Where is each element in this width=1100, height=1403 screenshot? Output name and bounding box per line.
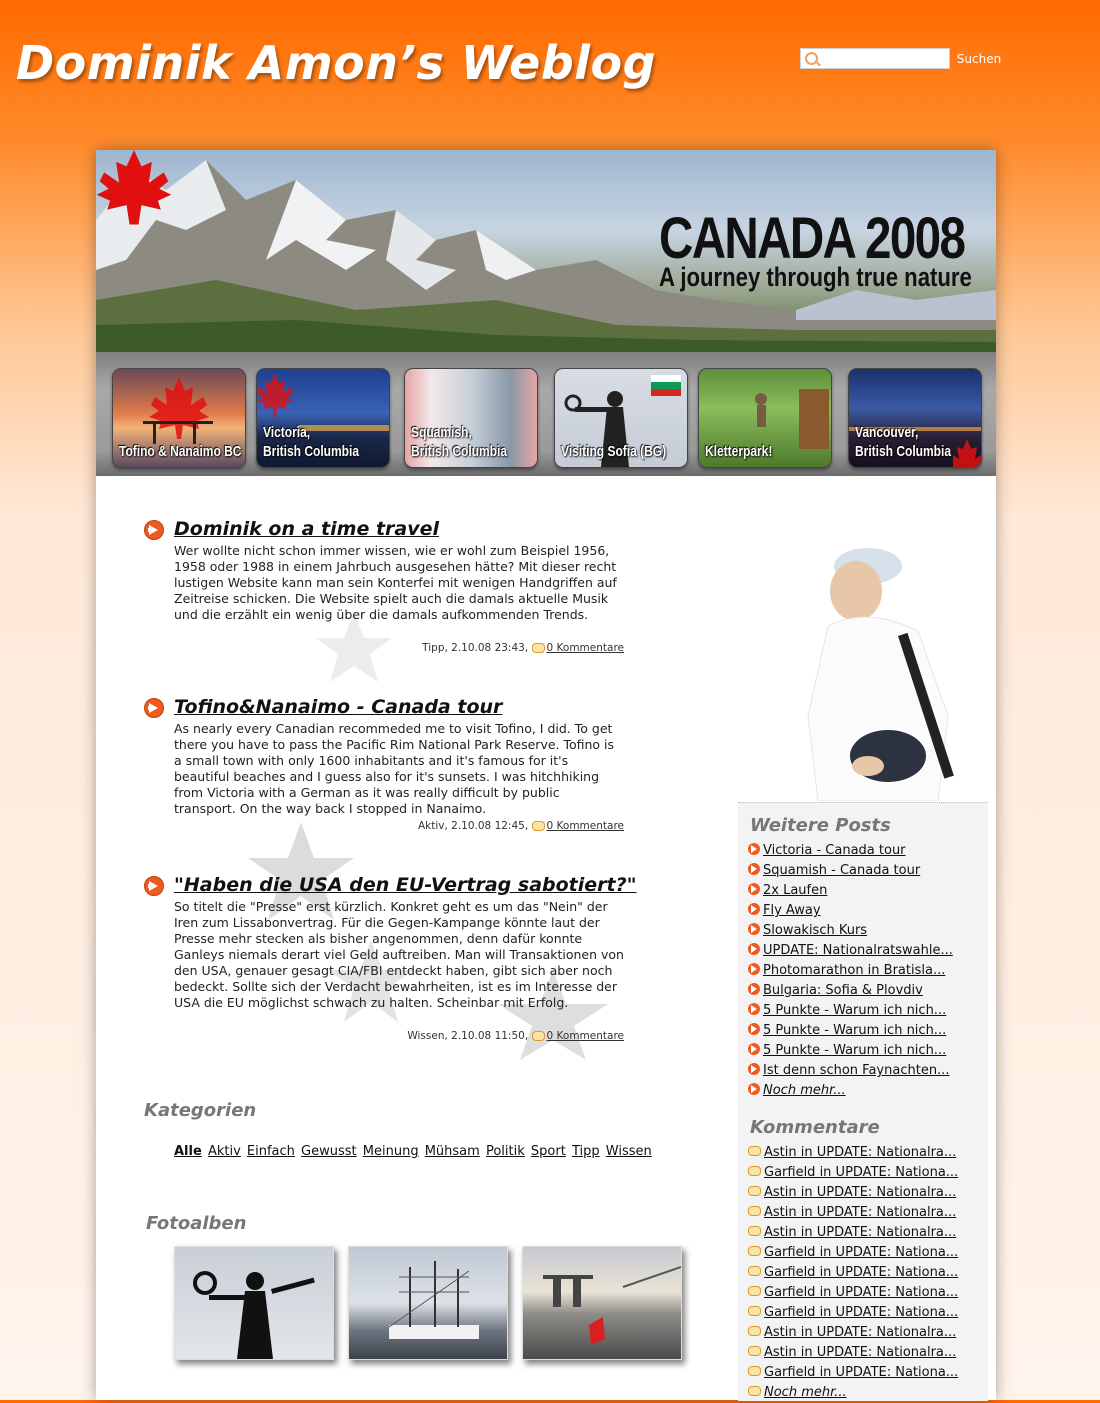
nav-tile-label: Kletterpark! — [705, 443, 773, 460]
album-thumbnail[interactable] — [174, 1246, 334, 1360]
post-meta — [422, 642, 624, 654]
category-link[interactable]: Alle — [174, 1144, 202, 1159]
sidebar-comment-label: Noch mehr... — [764, 1385, 847, 1400]
category-link[interactable]: Aktiv — [207, 1144, 241, 1159]
nav-tile-label — [263, 423, 359, 461]
comment-icon — [748, 1386, 761, 1396]
blog-post — [144, 696, 624, 836]
comment-icon — [748, 1246, 761, 1256]
comments-link[interactable]: 0 Kommentare — [546, 820, 624, 832]
albums-title: Fotoalben — [146, 1213, 247, 1234]
arrow-right-icon — [748, 923, 760, 935]
sidebar-comment-link[interactable] — [748, 1323, 988, 1343]
search-input[interactable] — [800, 48, 950, 69]
arrow-right-icon — [748, 983, 760, 995]
nav-tile-kletterpark[interactable] — [698, 368, 832, 468]
post-meta — [418, 820, 624, 832]
sidebar-posts-more-link[interactable] — [748, 1081, 988, 1101]
category-link[interactable]: Mühsam — [424, 1144, 480, 1159]
comment-icon — [748, 1226, 761, 1236]
category-list — [174, 1144, 654, 1159]
sidebar-post-label: 2x Laufen — [763, 883, 828, 898]
sidebar-post-link[interactable] — [748, 1001, 988, 1021]
comment-icon — [748, 1266, 761, 1276]
arrow-right-icon — [748, 943, 760, 955]
sidebar — [738, 802, 988, 1401]
header-banner — [96, 150, 996, 352]
nav-tile-label: Tofino & Nanaimo BC — [119, 443, 242, 460]
sidebar-comments-title: Kommentare — [750, 1117, 880, 1138]
sidebar-post-link[interactable] — [748, 841, 988, 861]
arrow-right-icon — [748, 1063, 760, 1075]
search-icon — [805, 52, 818, 65]
sidebar-comment-label: Garfield in UPDATE: Nationa... — [764, 1305, 959, 1320]
nav-tile-vancouver[interactable] — [848, 368, 982, 468]
comment-icon — [532, 821, 545, 831]
nav-strip — [96, 352, 996, 476]
nav-tile-label-line2: British Columbia — [263, 443, 360, 460]
post-meta — [407, 1030, 624, 1042]
sidebar-post-label: Victoria - Canada tour — [763, 843, 906, 858]
category-link[interactable]: Meinung — [362, 1144, 419, 1159]
blog-post — [144, 518, 624, 658]
post-meta-text: Aktiv, 2.10.08 12:45, — [417, 820, 529, 832]
nav-tile-label — [411, 423, 507, 461]
sidebar-comment-link[interactable] — [748, 1343, 988, 1363]
sidebar-comments-list — [748, 1143, 988, 1403]
sidebar-post-label: Photomarathon in Bratisla... — [763, 963, 946, 978]
sidebar-post-link[interactable] — [748, 1021, 988, 1041]
nav-tile-label-line1: Victoria, — [263, 424, 311, 441]
nav-tile-tofino[interactable] — [112, 368, 246, 468]
sidebar-comment-label: Garfield in UPDATE: Nationa... — [764, 1245, 959, 1260]
post-body: So titelt die "Presse" erst kürzlich. Konkret geht es um das "Nein" der Iren zum Lissabonvertrag. Für die Gegen-Kampange könnte laut der Presse mehr stecken als bisher angenommen, denn dafür konnte Ganleys niemals derart viel Geld auftreiben. Man will Transaktionen von den USA, genauer gesagt CIA/FBI entdeckt haben, gibt sich aber noch bedeckt. Sollte sich der Verdacht bewahrheiten, ist es im Interesse der USA die EU möglichst schwach zu halten. Scheinbar mit Erfolg. — [174, 899, 624, 1010]
comment-icon — [748, 1286, 761, 1296]
nav-tile-victoria[interactable] — [256, 368, 390, 468]
sidebar-post-label: 5 Punkte - Warum ich nich... — [763, 1023, 947, 1038]
nav-tile-squamish[interactable] — [404, 368, 538, 468]
sidebar-comment-link[interactable] — [748, 1303, 988, 1323]
sidebar-comment-link[interactable] — [748, 1283, 988, 1303]
post-body: As nearly every Canadian recommeded me to visit Tofino, I did. To get there you have to pass the Pacific Rim National Park Reserve. Tofino is a small town with only 1600 inhabitants and it's famous for it's beautiful beaches and I guess also for it's sunsets. I was hitchhiking from Victoria with a German as it was really difficult by public transport. On the way back I stopped in Nanaimo. — [174, 721, 615, 816]
comment-icon — [532, 643, 545, 653]
sidebar-post-link[interactable] — [748, 861, 988, 881]
post-meta-text: Tipp, 2.10.08 23:43, — [422, 642, 529, 654]
arrow-right-icon — [748, 863, 760, 875]
comments-link[interactable]: 0 Kommentare — [546, 1030, 624, 1042]
arrow-right-icon — [748, 1043, 760, 1055]
comment-icon — [748, 1306, 761, 1316]
post-title[interactable]: Dominik on a time travel — [174, 518, 440, 540]
arrow-right-icon — [144, 520, 164, 540]
arrow-right-icon — [144, 698, 164, 718]
sidebar-post-label: Noch mehr... — [763, 1083, 846, 1098]
nav-tile-label-line1: Vancouver, — [855, 424, 919, 441]
post-meta-text: Wissen, 2.10.08 11:50, — [407, 1030, 529, 1042]
blog-post — [144, 874, 637, 1044]
comments-link[interactable]: 0 Kommentare — [546, 642, 624, 654]
sidebar-comment-label: Astin in UPDATE: Nationalra... — [764, 1325, 957, 1340]
sidebar-comment-label: Astin in UPDATE: Nationalra... — [764, 1185, 957, 1200]
sidebar-post-link[interactable] — [748, 1041, 988, 1061]
sidebar-post-link[interactable] — [748, 901, 988, 921]
sidebar-comment-link[interactable] — [748, 1223, 988, 1243]
sidebar-post-link[interactable] — [748, 881, 988, 901]
comment-icon — [748, 1346, 761, 1356]
sidebar-comment-link[interactable] — [748, 1363, 988, 1383]
nav-tile-label: Visiting Sofia (BG) — [561, 443, 667, 460]
sidebar-comment-label: Astin in UPDATE: Nationalra... — [764, 1145, 957, 1160]
nav-tile-sofia[interactable] — [554, 368, 688, 468]
sidebar-comment-label: Garfield in UPDATE: Nationa... — [764, 1265, 959, 1280]
comment-icon — [748, 1146, 761, 1156]
arrow-right-icon — [748, 883, 760, 895]
sidebar-comment-label: Garfield in UPDATE: Nationa... — [764, 1165, 959, 1180]
maple-leaf-icon — [96, 150, 172, 232]
post-title[interactable]: "Haben die USA den EU-Vertrag sabotiert?" — [174, 874, 637, 896]
comment-icon — [748, 1166, 761, 1176]
sidebar-comment-label: Garfield in UPDATE: Nationa... — [764, 1285, 959, 1300]
album-thumbnail[interactable] — [522, 1246, 682, 1360]
sidebar-comment-label: Astin in UPDATE: Nationalra... — [764, 1345, 957, 1360]
sidebar-comment-link[interactable] — [748, 1243, 988, 1263]
page-content — [96, 150, 996, 1400]
sidebar-post-link[interactable] — [748, 941, 988, 961]
arrow-right-icon — [748, 963, 760, 975]
category-link[interactable]: Sport — [530, 1144, 566, 1159]
sidebar-post-label: Ist denn schon Faynachten... — [763, 1063, 950, 1078]
sidebar-post-label: Slowakisch Kurs — [763, 923, 868, 938]
comment-icon — [748, 1206, 761, 1216]
comment-icon — [748, 1186, 761, 1196]
sidebar-posts-title: Weitere Posts — [750, 815, 891, 836]
category-link[interactable]: Einfach — [246, 1144, 295, 1159]
search-button[interactable]: Suchen — [951, 48, 1007, 70]
sidebar-comment-link[interactable] — [748, 1183, 988, 1203]
nav-tile-label-line2: British Columbia — [855, 443, 952, 460]
banner-subtitle: A journey through true nature — [659, 262, 972, 292]
arrow-right-icon — [748, 1083, 760, 1095]
sidebar-comment-label: Garfield in UPDATE: Nationa... — [764, 1365, 959, 1380]
sidebar-post-label: 5 Punkte - Warum ich nich... — [763, 1043, 947, 1058]
sidebar-comment-label: Astin in UPDATE: Nationalra... — [764, 1205, 957, 1220]
category-link[interactable]: Politik — [485, 1144, 525, 1159]
sidebar-comment-link[interactable] — [748, 1263, 988, 1283]
sidebar-comment-link[interactable] — [748, 1163, 988, 1183]
comment-icon — [748, 1366, 761, 1376]
arrow-right-icon — [748, 1003, 760, 1015]
nav-tile-label-line1: Squamish, — [411, 424, 472, 441]
ship-illustration — [349, 1247, 507, 1359]
sidebar-post-label: 5 Punkte - Warum ich nich... — [763, 1003, 947, 1018]
category-link[interactable]: Wissen — [605, 1144, 652, 1159]
category-link[interactable]: Gewusst — [301, 1144, 357, 1159]
arrow-right-icon — [144, 876, 164, 896]
sidebar-comments-more-link[interactable] — [748, 1383, 988, 1403]
comment-icon — [748, 1326, 761, 1336]
sidebar-comment-link[interactable] — [748, 1143, 988, 1163]
nav-tile-label — [855, 423, 951, 461]
post-title[interactable]: Tofino&Nanaimo - Canada tour — [174, 696, 503, 718]
categories-title: Kategorien — [144, 1100, 257, 1121]
sidebar-post-link[interactable] — [748, 921, 988, 941]
sidebar-comment-link[interactable] — [748, 1203, 988, 1223]
statue-illustration — [175, 1247, 333, 1359]
nav-tile-label-line2: British Columbia — [411, 443, 508, 460]
sidebar-posts-list — [748, 841, 988, 1101]
sidebar-post-label: Squamish - Canada tour — [763, 863, 921, 878]
arrow-right-icon — [748, 843, 760, 855]
site-title[interactable]: Dominik Amon’s Weblog — [16, 36, 657, 90]
sidebar-post-label: UPDATE: Nationalratswahle... — [763, 943, 953, 958]
arrow-right-icon — [748, 903, 760, 915]
sidebar-post-label: Fly Away — [763, 903, 821, 918]
comment-icon — [532, 1031, 545, 1041]
banner-title: CANADA 2008 — [659, 206, 965, 271]
sidebar-post-link[interactable] — [748, 1061, 988, 1081]
sidebar-post-link[interactable] — [748, 961, 988, 981]
post-body: Wer wollte nicht schon immer wissen, wie er wohl zum Beispiel 1956, 1958 oder 1988 in einem Jahrbuch ausgesehen hätte? Mit dieser recht lustigen Website kann man sein Konterfei mit wenigen Handgriffen auf Zeitreise schicken. Die Website spielt auch die damals aktuelle Musik und die erzählt ein wenig über die damals aufkommenden Trends. — [174, 543, 617, 622]
album-thumbnail[interactable] — [348, 1246, 508, 1360]
sidebar-post-label: Bulgaria: Sofia & Plovdiv — [763, 983, 923, 998]
author-photo — [748, 536, 988, 801]
sidebar-comment-label: Astin in UPDATE: Nationalra... — [764, 1225, 957, 1240]
pier-illustration — [523, 1247, 681, 1359]
category-link[interactable]: Tipp — [571, 1144, 600, 1159]
arrow-right-icon — [748, 1023, 760, 1035]
sidebar-post-link[interactable] — [748, 981, 988, 1001]
